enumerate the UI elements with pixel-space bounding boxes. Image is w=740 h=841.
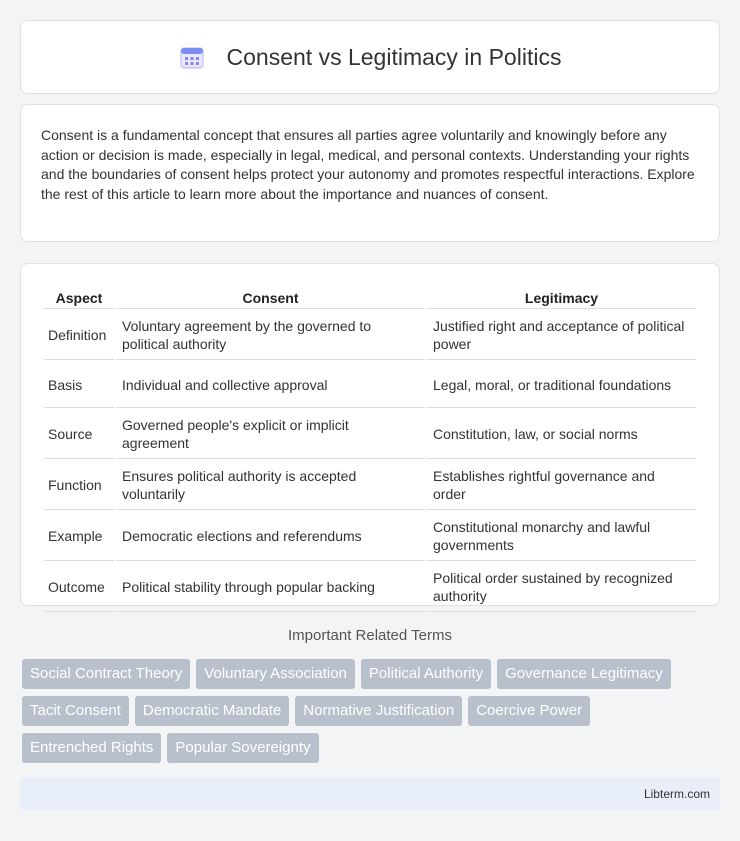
- calendar-icon: [179, 44, 205, 70]
- related-term-tag[interactable]: Tacit Consent: [22, 696, 129, 726]
- cell-consent: Democratic elections and referendums: [116, 512, 425, 561]
- cell-aspect: Definition: [44, 311, 114, 360]
- table-row: [44, 410, 696, 459]
- table-row: [44, 563, 696, 612]
- table-row: [44, 461, 696, 510]
- cell-aspect: Basis: [44, 362, 114, 408]
- related-term-tag[interactable]: Popular Sovereignty: [167, 733, 318, 763]
- cell-legitimacy: Political order sustained by recognized authority: [427, 563, 696, 612]
- cell-legitimacy: Legal, moral, or traditional foundations: [427, 362, 696, 408]
- related-term-tag[interactable]: Normative Justification: [295, 696, 462, 726]
- related-term-tag[interactable]: Entrenched Rights: [22, 733, 161, 763]
- table-header-row: [44, 286, 696, 309]
- cell-consent: Ensures political authority is accepted voluntarily: [116, 461, 425, 510]
- intro-text: Consent is a fundamental concept that ensures all parties agree voluntarily and knowingly before any action or decision is made, especially in legal, medical, and personal contexts. Understanding your rights and the boundaries of consent helps protect your autonomy and promotes respectful interactions. Explore the rest of this article to learn more about the importance and nuances of consent.: [41, 127, 695, 202]
- intro-card: [20, 104, 720, 242]
- cell-aspect: Outcome: [44, 563, 114, 612]
- cell-legitimacy: Constitutional monarchy and lawful governments: [427, 512, 696, 561]
- cell-consent: Voluntary agreement by the governed to political authority: [116, 311, 425, 360]
- table-row: [44, 512, 696, 561]
- cell-consent: Political stability through popular backing: [116, 563, 425, 612]
- footer: [20, 777, 720, 810]
- cell-aspect: Example: [44, 512, 114, 561]
- cell-aspect: Function: [44, 461, 114, 510]
- cell-consent: Individual and collective approval: [116, 362, 425, 408]
- related-term-tag[interactable]: Coercive Power: [468, 696, 590, 726]
- header-aspect: Aspect: [44, 286, 114, 309]
- header-legitimacy: Legitimacy: [427, 286, 696, 309]
- related-term-tag[interactable]: Social Contract Theory: [22, 659, 190, 689]
- related-terms-list: [22, 659, 722, 763]
- related-term-tag[interactable]: Democratic Mandate: [135, 696, 289, 726]
- page-title: Consent vs Legitimacy in Politics: [226, 43, 562, 70]
- table-row: [44, 311, 696, 360]
- cell-consent: Governed people's explicit or implicit agreement: [116, 410, 425, 459]
- related-term-tag[interactable]: Voluntary Association: [196, 659, 355, 689]
- related-terms-title: Important Related Terms: [288, 627, 452, 644]
- cell-legitimacy: Establishes rightful governance and order: [427, 461, 696, 510]
- footer-site[interactable]: Libterm.com: [643, 786, 710, 801]
- related-term-tag[interactable]: Political Authority: [361, 659, 491, 689]
- cell-legitimacy: Justified right and acceptance of political power: [427, 311, 696, 360]
- comparison-card: [20, 263, 720, 606]
- comparison-table: [42, 284, 698, 614]
- header-consent: Consent: [116, 286, 425, 309]
- related-term-tag[interactable]: Governance Legitimacy: [497, 659, 671, 689]
- title-card: [20, 20, 720, 94]
- cell-aspect: Source: [44, 410, 114, 459]
- table-row: [44, 362, 696, 408]
- cell-legitimacy: Constitution, law, or social norms: [427, 410, 696, 459]
